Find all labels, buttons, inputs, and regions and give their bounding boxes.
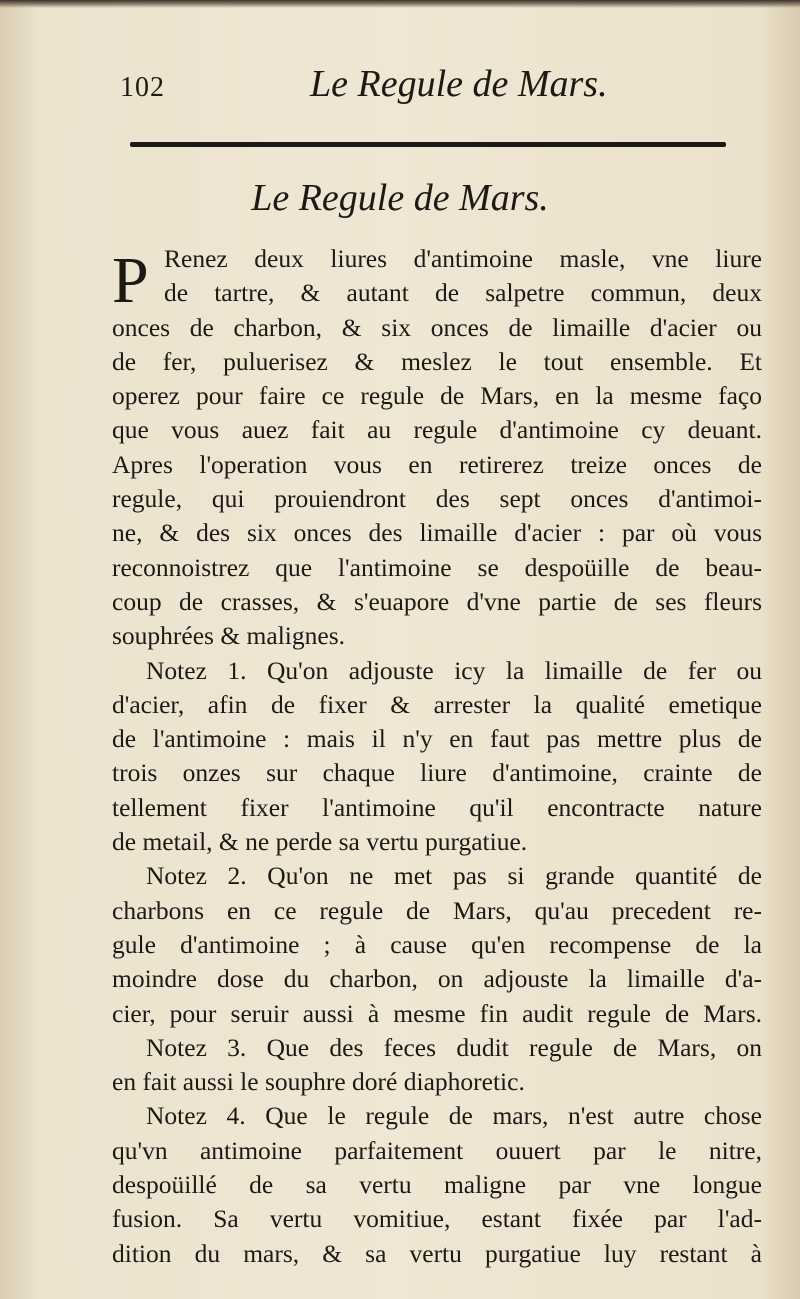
text-line: de l'antimoine : mais il n'y en faut pas mettre plus de: [112, 724, 762, 754]
text-line: Notez 1. Qu'on adjouste icy la limaille de fer ou: [146, 655, 762, 685]
text-line: Renez deux liures d'antimoine masle, vne liure: [164, 244, 762, 273]
text-line: fusion. Sa vertu vomitiue, estant fixée par l'ad-: [112, 1204, 762, 1234]
text-line: trois onzes sur chaque liure d'antimoine, crainte de: [112, 758, 762, 788]
drop-cap: P: [112, 244, 149, 317]
text-line: en fait aussi le souphre doré diaphoretic.: [112, 1067, 525, 1097]
text-line: Notez 3. Que des feces dudit regule de Mars, on: [146, 1032, 762, 1062]
text-line: moindre dose du charbon, on adjouste la limaille d'a-: [112, 964, 762, 994]
text-line: Apres l'operation vous en retirerez treize onces de: [112, 449, 762, 479]
text-line: dition du mars, & sa vertu purgatiue luy restant à: [112, 1238, 762, 1268]
text-line: cier, pour seruir aussi à mesme fin audit regule de Mars.: [112, 998, 762, 1028]
text-line: Notez 4. Que le regule de mars, n'est autre chose: [146, 1101, 762, 1131]
running-title: Le Regule de Mars.: [310, 63, 608, 105]
text-line: de metail, & ne perde sa vertu purgatiue.: [112, 827, 528, 857]
text-line: de tartre, & autant de salpetre commun, deux: [164, 278, 762, 308]
text-line: de fer, puluerisez & meslez le tout ensemble. Et: [112, 346, 762, 376]
text-line: reconnoistrez que l'antimoine se despoüille de beau-: [112, 552, 762, 582]
page-number: 102: [120, 72, 165, 103]
text-line: onces de charbon, & six onces de limaille d'acier ou: [112, 312, 762, 342]
text-line: operez pour faire ce regule de Mars, en la mesme faço: [112, 381, 762, 411]
text-line: tellement fixer l'antimoine qu'il encontracte nature: [112, 792, 762, 822]
text-line: ne, & des six onces des limaille d'acier : par où vous: [112, 518, 762, 548]
text-line: souphrées & malignes.: [112, 621, 345, 651]
body-text: [112, 242, 762, 1271]
text-line: qu'vn antimoine parfaitement ouuert par le nitre,: [112, 1135, 762, 1165]
page-top-edge: [0, 0, 800, 8]
text-line: d'acier, afin de fixer & arrester la qualité emetique: [112, 689, 762, 719]
header-rule: [130, 142, 726, 147]
text-line: charbons en ce regule de Mars, qu'au precedent re-: [112, 895, 762, 925]
running-head: [118, 58, 718, 108]
text-line: regule, qui prouiendront des sept onces d'antimoi-: [112, 484, 762, 514]
text-line: gule d'antimoine ; à cause qu'en recompense de la: [112, 929, 762, 959]
text-line: que vous auez fait au regule d'antimoine cy deuant.: [112, 415, 762, 445]
text-line: coup de crasses, & s'euapore d'vne partie de ses fleurs: [112, 586, 762, 616]
section-title: Le Regule de Mars.: [251, 177, 549, 219]
text-line: Notez 2. Qu'on ne met pas si grande quantité de: [146, 861, 762, 891]
text-line: despoüillé de sa vertu maligne par vne longue: [112, 1170, 762, 1200]
